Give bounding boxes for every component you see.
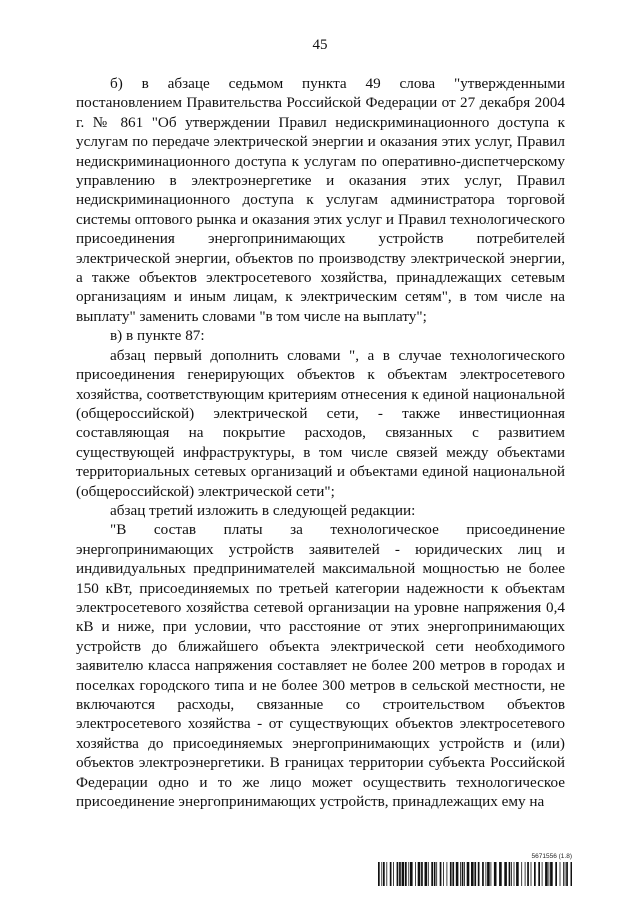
page-number: 45 (312, 37, 328, 53)
paragraph-item-v: в) в пункте 87: (110, 327, 205, 345)
body-text (76, 74, 565, 811)
paragraph-abzac-first: абзац первый дополнить словами ", а в случае технологического присоединения генерирующих объектов к объектам электросетевого хозяйства, соответствующим критериям отнесения к единой национальной (общероссийской) электрической сети, - также инвестиционная составляющая на покрытие расходов, связанных с развитием существующей инфраструктуры, в том числе связей между объектами территориальных сетевых организаций и объектами единой национальной (общероссийской) электрической сети"; (76, 346, 565, 500)
barcode-bars (378, 862, 572, 886)
paragraph-new-wording: "В состав платы за технологическое присоединение энергопринимающих устройств заявителей - юридических лиц и индивидуальных предпринимателей максимальной мощностью не более 150 кВт, присоединяемых по третьей категории надежности к объектам электросетевого хозяйства сетевой организации на уровне напряжения 0,4 кВ и ниже, при условии, что расстояние от этих энергопринимающих устройств до ближайшего объекта электрической сети необходимого заявителю класса напряжения составляет не более 200 метров в городах и поселках городского типа и не более 300 метров в сельской местности, не включаются расходы, связанные со строительством объектов электросетевого хозяйства - от существующих объектов электросетевого хозяйства до присоединяемых энергопринимающих устройств и (или) объектов электроэнергетики. В границах территории субъекта Российской Федерации одно и то же лицо может осуществить технологическое присоединение энергопринимающих устройств, принадлежащих ему на (76, 521, 565, 811)
paragraph-item-b: б) в абзаце седьмом пункта 49 слова "утвержденными постановлением Правительства Российской Федерации от 27 декабря 2004 г. № 861 "Об утверждении Правил недискриминационного доступа к услугам по передаче электрической энергии и оказания этих услуг, Правил недискриминационного доступа к услугам по оперативно-диспетчерскому управлению в электроэнергетике и оказания этих услуг, Правил недискриминационного доступа к услугам администратора торговой системы оптового рынка и оказания этих услуг и Правил технологического присоединения энергопринимающих устройств потребителей электрической энергии, объектов по производству электрической энергии, а также объектов электросетевого хозяйства, принадлежащих сетевым организациям и иным лицам, к электрическим сетям", в том числе на выплату" заменить словами "в том числе на выплату"; (76, 75, 565, 325)
barcode-code: 5671556 (1.8) (531, 853, 572, 860)
barcode (378, 853, 572, 886)
paragraph-abzac-third: абзац третий изложить в следующей редакции: (110, 501, 416, 519)
